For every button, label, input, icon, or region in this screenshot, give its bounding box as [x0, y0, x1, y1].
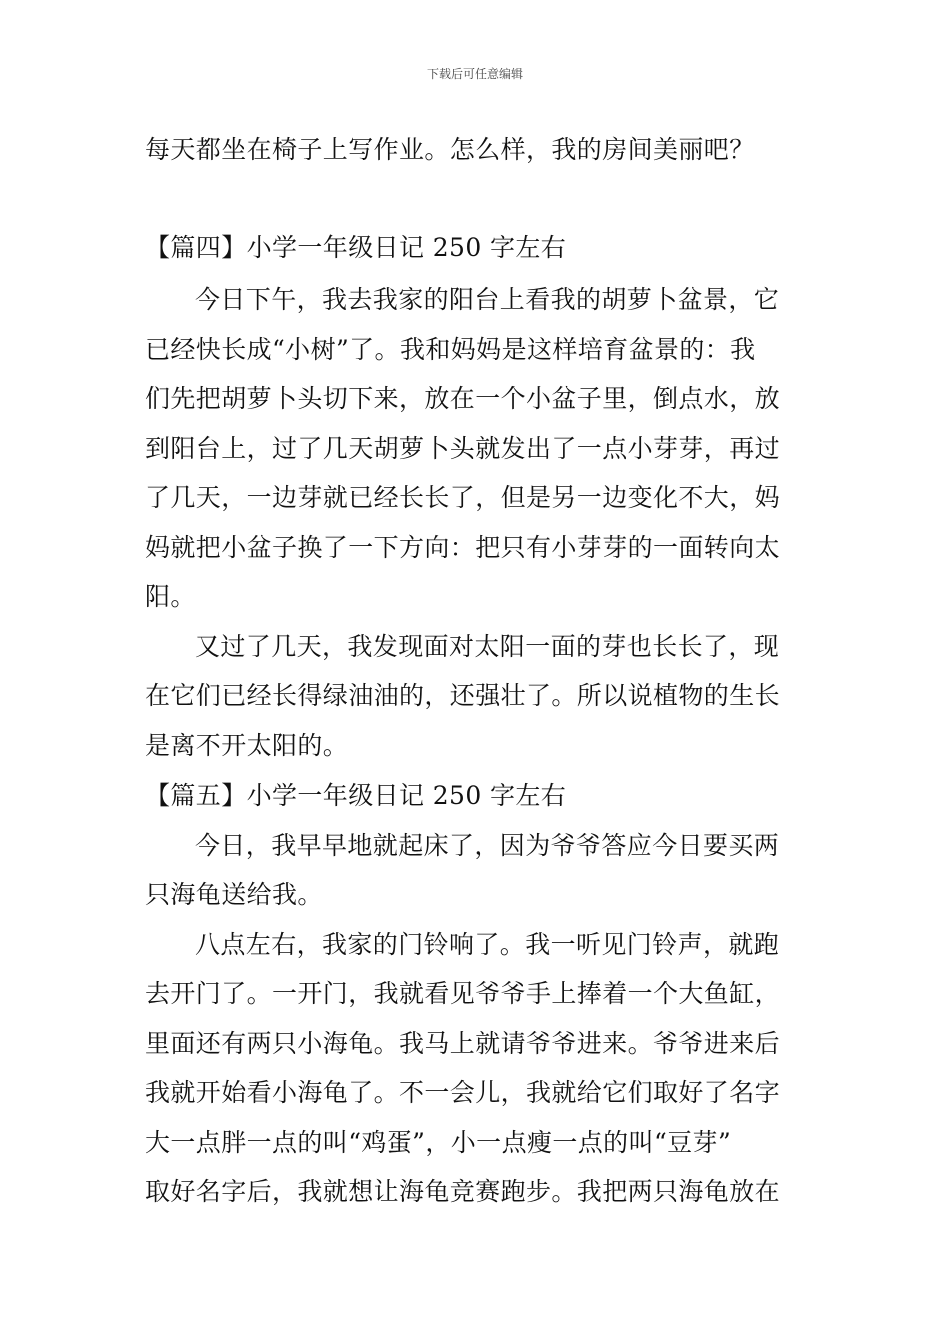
text-line: 已经快长成“小树”了。我和妈妈是这样培育盆景的：我 [145, 335, 756, 364]
text-line: 只海龟送给我。 [145, 880, 323, 909]
text-line: 妈就把小盆子换了一下方向：把只有小芽芽的一面转向太 [145, 533, 781, 562]
text-line: 里面还有两只小海龟。我马上就请爷爷进来。爷爷进来后 [145, 1029, 781, 1058]
text-line: 到阳台上，过了几天胡萝卜头就发出了一点小芽芽，再过 [145, 434, 781, 463]
section-5-heading: 【篇五】小学一年级日记 250 字左右 [145, 781, 567, 810]
intro-line: 每天都坐在椅子上写作业。怎么样，我的房间美丽吧？ [145, 135, 755, 164]
text-line: 八点左右，我家的门铃响了。我一听见门铃声，就跑 [195, 930, 780, 959]
text-line: 了几天，一边芽就已经长长了，但是另一边变化不大，妈 [145, 483, 781, 512]
text-line: 在它们已经长得绿油油的，还强壮了。所以说植物的生长 [145, 681, 781, 710]
text-line: 去开门了。一开门，我就看见爷爷手上捧着一个大鱼缸， [145, 979, 781, 1008]
text-line: 今日下午，我去我家的阳台上看我的胡萝卜盆景，它 [195, 285, 780, 314]
text-line: 今日，我早早地就起床了，因为爷爷答应今日要买两 [195, 831, 780, 860]
text-line: 我就开始看小海龟了。不一会儿，我就给它们取好了名字 [145, 1078, 781, 1107]
text-line: 大一点胖一点的叫“鸡蛋”，小一点瘦一点的叫“豆芽” [145, 1128, 732, 1157]
text-line: 又过了几天，我发现面对太阳一面的芽也长长了，现 [195, 632, 780, 661]
text-line: 阳。 [145, 582, 196, 611]
text-line: 是离不开太阳的。 [145, 731, 349, 760]
text-line: 们先把胡萝卜头切下来，放在一个小盆子里，倒点水，放 [145, 384, 781, 413]
section-4-heading: 【篇四】小学一年级日记 250 字左右 [145, 233, 567, 262]
page-header: 下载后可任意编辑 [426, 67, 523, 81]
text-line: 取好名字后，我就想让海龟竞赛跑步。我把两只海龟放在 [145, 1177, 781, 1206]
